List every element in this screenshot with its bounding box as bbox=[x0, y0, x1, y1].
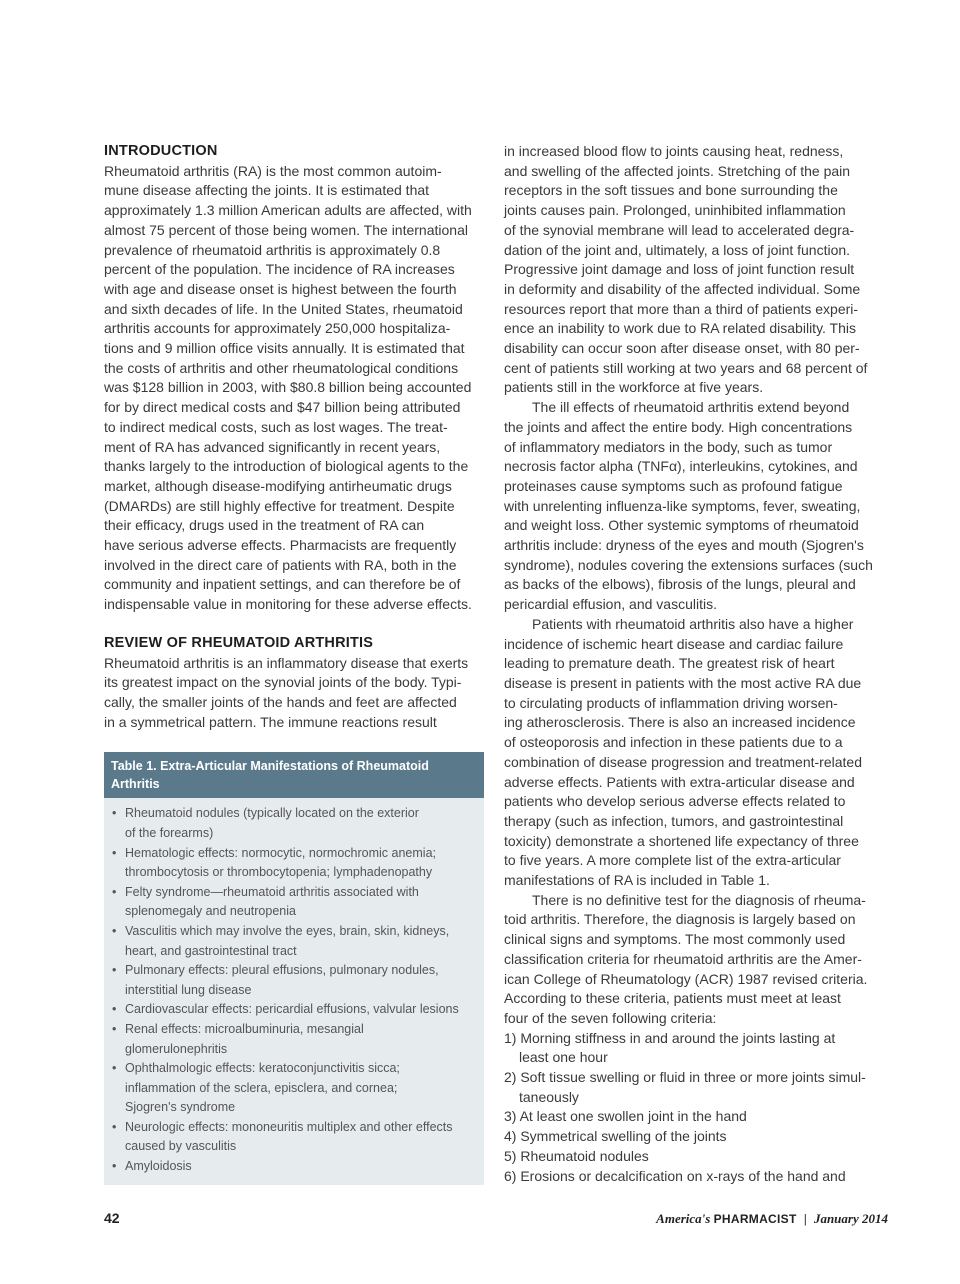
list-item: • Amyloidosis bbox=[112, 1157, 474, 1177]
masthead-separator: | bbox=[803, 1211, 807, 1226]
list-item: • Rheumatoid nodules (typically located on the exterior of the forearms) bbox=[112, 804, 474, 843]
criteria-item: 5) Rheumatoid nodules bbox=[504, 1147, 649, 1164]
review-heading: REVIEW OF RHEUMATOID ARTHRITIS bbox=[104, 634, 374, 651]
page-footer bbox=[104, 1210, 888, 1230]
left-column bbox=[104, 142, 488, 1185]
masthead-americas: America's bbox=[656, 1211, 711, 1226]
introduction-heading: INTRODUCTION bbox=[104, 143, 218, 159]
body-paragraph-4: There is no definitive test for the diagnosis of rheuma- toid arthritis. Therefore, the diagnosis is largely based on clinical signs and symptoms. The most commonly used classification criteria for rheumatoid arthritis are the Amer- ican College of Rheumatology (ACR) 1987 revised criteria. According to these criteria, patients must meet at least four of the seven following criteria: bbox=[504, 891, 868, 1026]
criteria-item: 1) Morning stiffness in and around the joints lasting at least one hour bbox=[504, 1029, 836, 1066]
masthead-pharmacist: PHARMACIST bbox=[713, 1212, 797, 1226]
body-paragraph-1: in increased blood flow to joints causing heat, redness, and swelling of the affected joints. Stretching of the pain receptors in the soft tissues and bone surrounding the joints causes pain. Prolonged, uninhibited inflammation of the synovial membrane will lead to accelerated degra- dation of the joint and, ultimately, a loss of joint function. Progressive joint damage and loss of joint function result in deformity and disability of the affected individual. Some resources report that more than a third of patients experi- ence an inability to work due to RA related disability. This disability can occur soon after disease onset, with 80 per- cent of patients still working at two years and 68 percent of patients still in the workforce at five years. bbox=[504, 143, 868, 396]
table-1-body bbox=[104, 798, 484, 1184]
issue-date: January 2014 bbox=[813, 1211, 888, 1226]
acr-criteria-list bbox=[504, 1029, 888, 1187]
criteria-item: 6) Erosions or decalcification on x-rays of the hand and bbox=[504, 1167, 846, 1184]
body-paragraph-3: Patients with rheumatoid arthritis also have a higher incidence of ischemic heart disease and cardiac failure leading to premature death. The greatest risk of heart disease is present in patients with the most active RA due to circulating products of inflammation driving worsen- ing atherosclerosis. There is also an increased incidence of osteoporosis and infection in these patients due to a combination of disease progression and treatment-related adverse effects. Patients with extra-articular disease and patients who develop serious adverse effects related to therapy (such as infection, tumors, and gastrointestinal toxicity) demonstrate a shortened life expectancy of three to five years. A more complete list of the extra-articular manifestations of RA is included in Table 1. bbox=[504, 615, 862, 889]
review-paragraph: Rheumatoid arthritis is an inflammatory disease that exerts its greatest impact on the synovial joints of the body. Typi- cally, the smaller joints of the hands and feet are affected in a symmetrical pattern. The immune reactions result bbox=[104, 654, 469, 730]
criteria-item: 2) Soft tissue swelling or fluid in three or more joints simul- taneously bbox=[504, 1069, 866, 1105]
masthead bbox=[656, 1211, 888, 1227]
list-item: • Vasculitis which may involve the eyes, brain, skin, kidneys, heart, and gastrointestinal tract bbox=[112, 922, 474, 961]
list-item: • Ophthalmologic effects: keratoconjunctivitis sicca; inflammation of the sclera, episclera, and cornea; Sjogren's syndrome bbox=[112, 1059, 474, 1118]
list-item: • Hematologic effects: normocytic, normochromic anemia; thrombocytosis or thrombocytopenia; lymphadenopathy bbox=[112, 844, 474, 883]
right-column bbox=[504, 142, 888, 1186]
introduction-paragraph: Rheumatoid arthritis (RA) is the most common autoim- mune disease affecting the joints. It is estimated that approximately 1.3 million American adults are affected, with almost 75 percent of those being women. The international prevalence of rheumatoid arthritis is approximately 0.8 percent of the population. The incidence of RA increases with age and disease onset is highest between the fourth and sixth decades of life. In the United States, rheumatoid arthritis accounts for approximately 250,000 hospitaliza- tions and 9 million office visits annually. It is estimated that the costs of arthritis and other rheumatological conditions was $128 billion in 2003, with $80.8 billion being accounted for by direct medical costs and $47 billion being attributed to indirect medical costs, such as lost wages. The treat- ment of RA has advanced significantly in recent years, thanks largely to the introduction of biological agents to the market, although disease-modifying antirheumatic drugs (DMARDs) are still highly effective for treatment. Despite their efficacy, drugs used in the treatment of RA can have serious adverse effects. Pharmacists are frequently involved in the direct care of patients with RA, both in the community and inpatient settings, and can therefore be of indispensable value in monitoring for these adverse effects. bbox=[104, 162, 472, 613]
page-number: 42 bbox=[104, 1210, 120, 1226]
list-item: • Pulmonary effects: pleural effusions, pulmonary nodules, interstitial lung disease bbox=[112, 961, 474, 1000]
table-1 bbox=[104, 752, 484, 1184]
manifestation-list bbox=[112, 804, 474, 1176]
list-item: • Renal effects: microalbuminuria, mesangial glomerulonephritis bbox=[112, 1020, 474, 1059]
criteria-item: 3) At least one swollen joint in the hand bbox=[504, 1108, 747, 1125]
list-item: • Neurologic effects: mononeuritis multiplex and other effects caused by vasculitis bbox=[112, 1118, 474, 1157]
table-1-title: Table 1. Extra-Articular Manifestations of Rheumatoid Arthritis bbox=[104, 752, 484, 798]
criteria-item: 4) Symmetrical swelling of the joints bbox=[504, 1128, 727, 1145]
list-item: • Cardiovascular effects: pericardial effusions, valvular lesions bbox=[112, 1000, 474, 1020]
body-paragraph-2: The ill effects of rheumatoid arthritis extend beyond the joints and affect the entire body. High concentrations of inflammatory mediators in the body, such as tumor necrosis factor alpha (TNFα), interleukins, cytokines, and proteinases cause symptoms such as profound fatigue with unrelenting influenza-like symptoms, fever, sweating, and weight loss. Other systemic symptoms of rheumatoid arthritis include: dryness of the eyes and mouth (Sjogren's syndrome), nodules covering the extensions surfaces (such as backs of the elbows), fibrosis of the lungs, pleural and pericardial effusion, and vasculitis. bbox=[504, 399, 873, 613]
list-item: • Felty syndrome—rheumatoid arthritis associated with splenomegaly and neutropenia bbox=[112, 883, 474, 922]
